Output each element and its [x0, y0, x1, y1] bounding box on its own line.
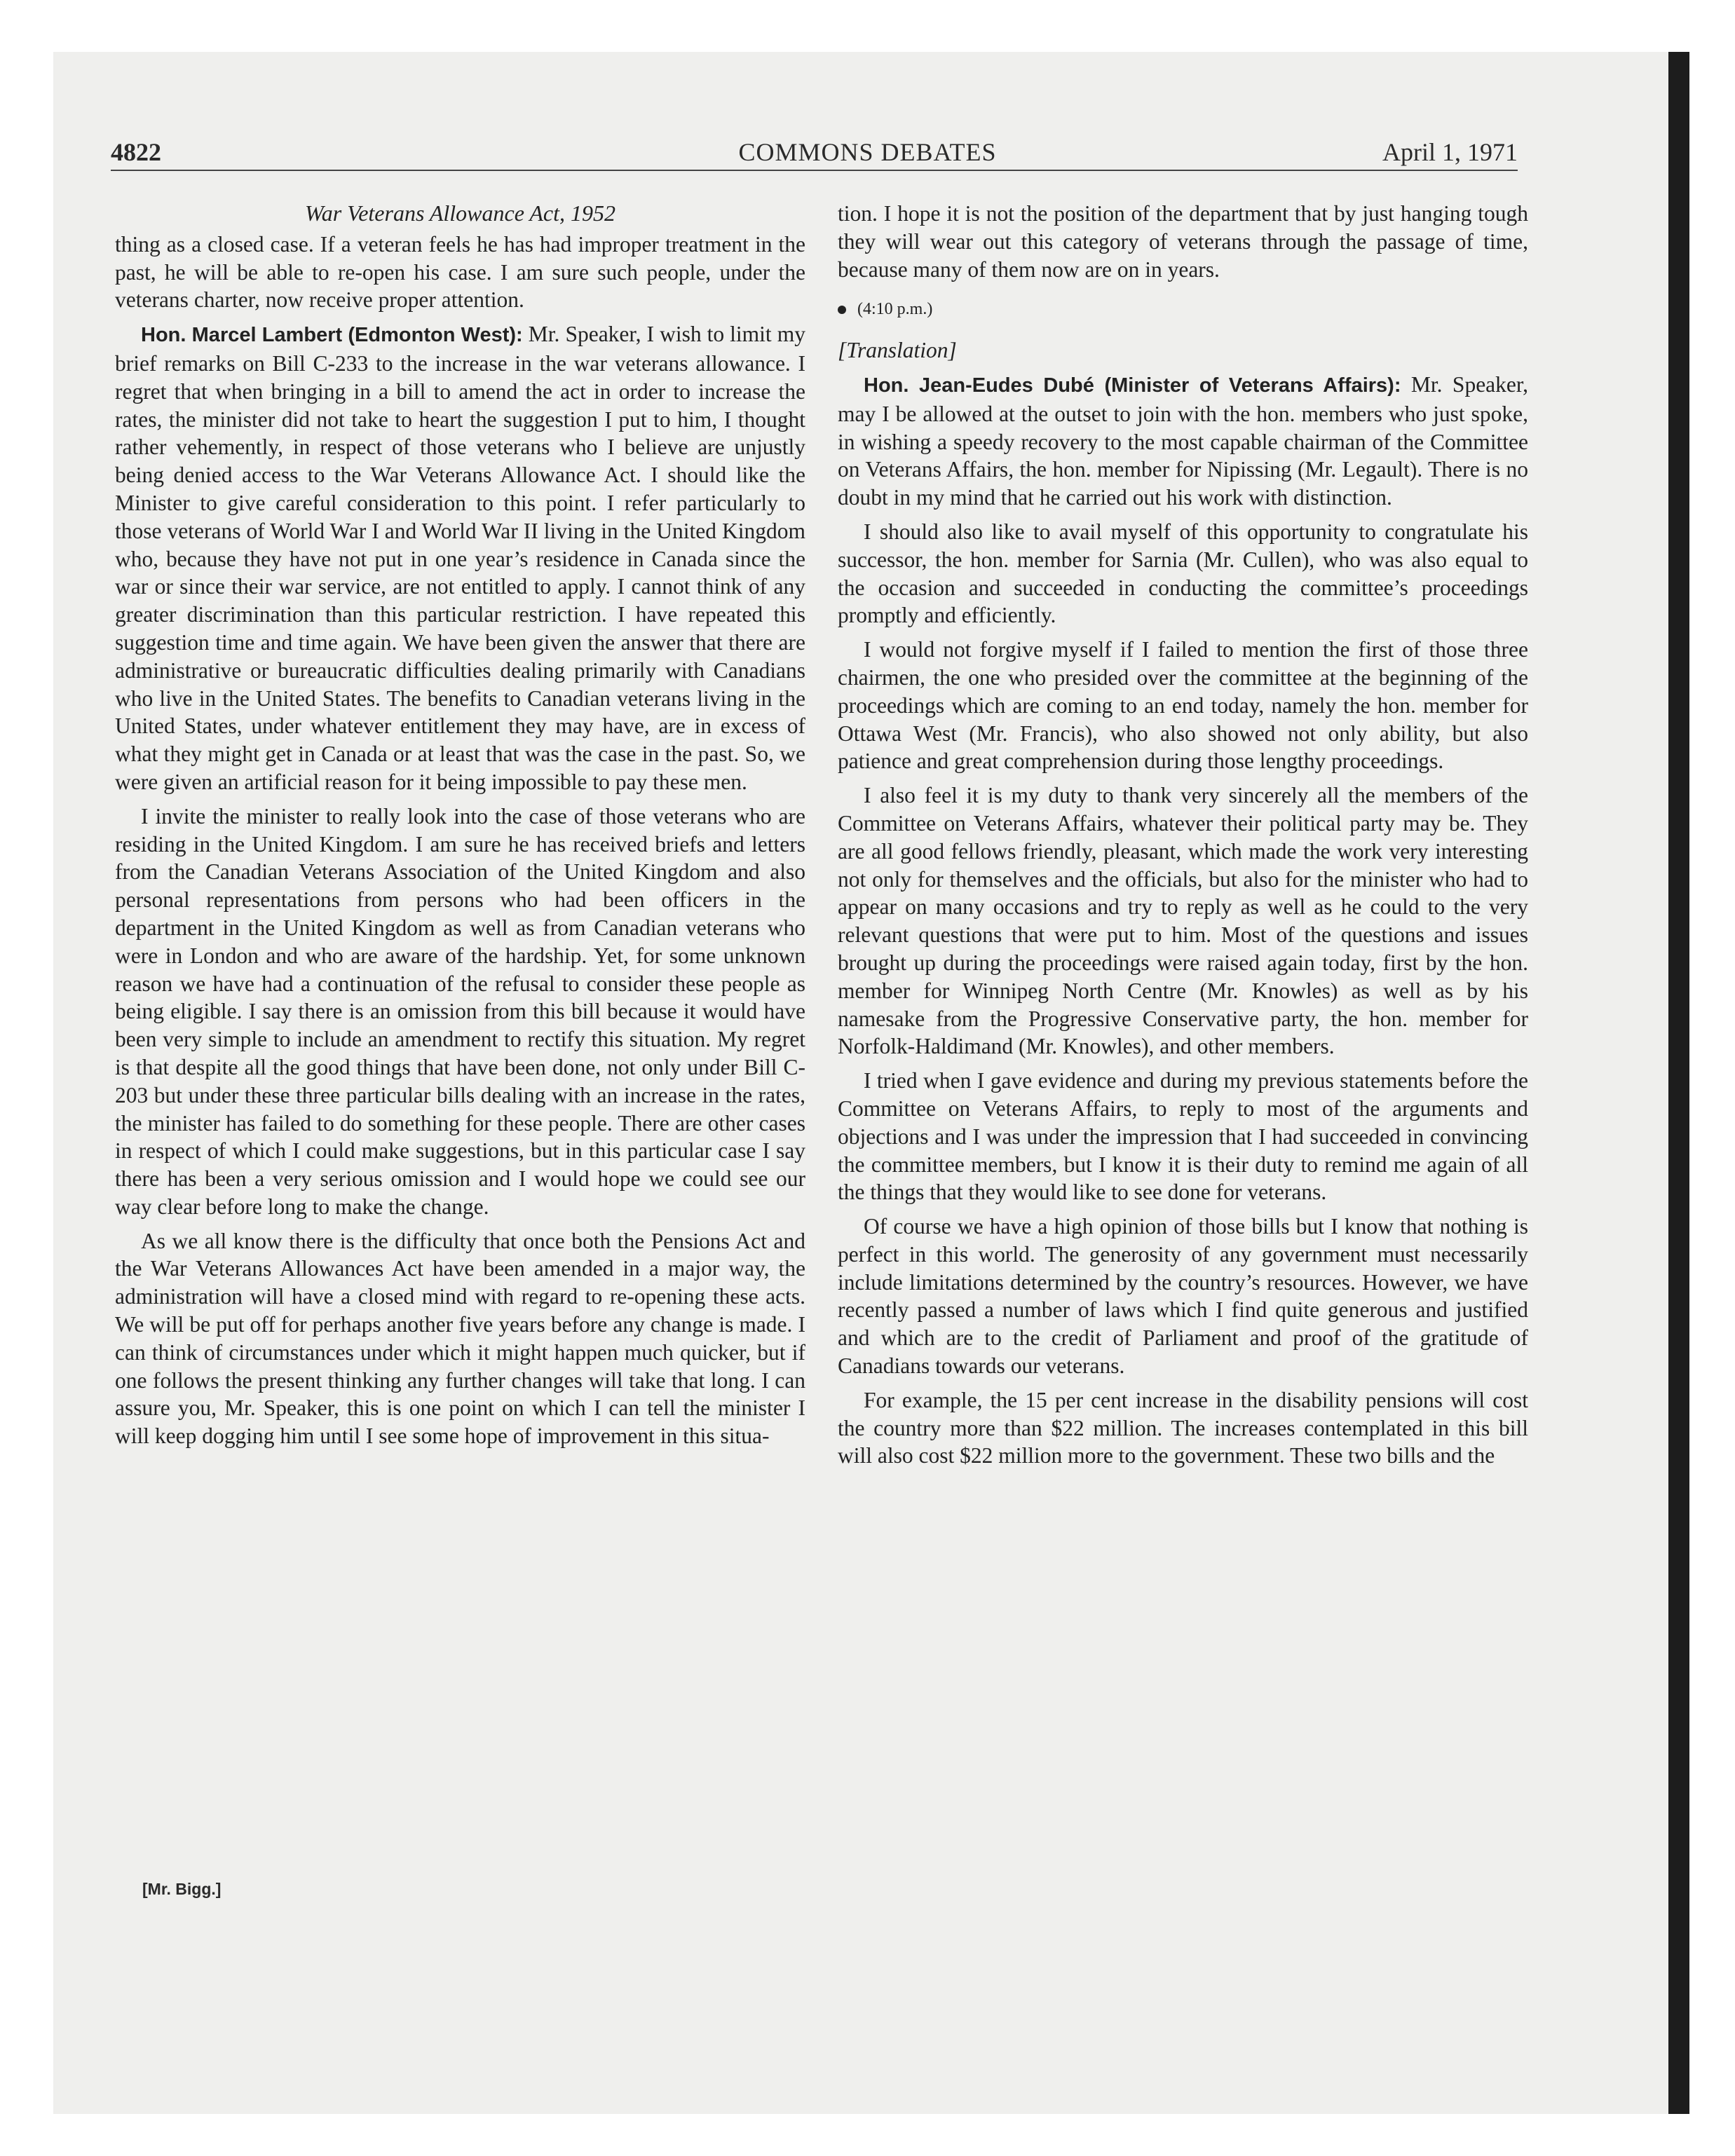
speech-text: Mr. Speaker, may I be allowed at the outset to join with the hon. members who just spoke, in wishing a speedy recovery to the most capable chairman of the Committee on Veterans Affairs, the hon. member for Nipissing (Mr. Legault). There is no doubt in my mind that he carried out his work with distinction. [838, 371, 1529, 510]
paragraph: tion. I hope it is not the position of the department that by just hanging tough they will wear out this category of veterans through the passage of time, because many of them now are on in years. [838, 201, 1528, 282]
bullet-icon [838, 306, 846, 314]
paragraph: I tried when I gave evidence and during my previous statements before the Committee on Veterans Affairs, to reply to most of the arguments and objections and I was under the impression that I had succeeded in convincing the committee members, but I know it is their duty to remind me again of all the things that they would like to see done for veterans. [838, 1068, 1528, 1205]
running-title: War Veterans Allowance Act, 1952 [305, 200, 615, 226]
paragraph: thing as a closed case. If a veteran feels he has had improper treatment in the past, he will be able to re-open his case. I am sure such people, under the veterans charter, now receive proper attention. [115, 231, 805, 313]
paragraph: As we all know there is the difficulty that once both the Pensions Act and the War Veterans Allowances Act have been amended in a major way, the administration will have a closed mind with regard to re-opening these acts. We will be put off for perhaps another five years before any change is made. I can think of circumstances under which it might happen much quicker, but if one follows the present thinking any further changes will take that long. I can assure you, Mr. Speaker, this is one point on which I can tell the minister I will keep dogging him until I see some hope of improvement in this situa- [115, 1228, 805, 1449]
paragraph: I should also like to avail myself of this opportunity to congratulate his successor, the hon. member for Sarnia (Mr. Cullen), who was also equal to the occasion and succeeded in conducting the committee’s proceedings promptly and efficiently. [838, 519, 1528, 628]
speaker-name: Hon. Marcel Lambert (Edmonton West): [141, 324, 523, 347]
translation-label: [Translation] [838, 338, 957, 363]
paragraph: I invite the minister to really look into the case of those veterans who are residing in the United Kingdom. I am sure he has received briefs and letters from the Canadian Veterans Association of the United Kingdom and also personal representations from persons who had been officers in the department in the United Kingdom as well as from Canadian veterans who were in London and who are aware of the hardship. Yet, for some unknown reason we have had a continuation of the refusal to consider these people as being eligible. I say there is an omission from this bill because it would have been very simple to include an amendment to rectify this situation. My regret is that despite all the good things that have been done, not only under Bill C-203 but under these three particular bills dealing with an increase in the rates, the minister has failed to do something for these people. There are other cases in respect of which I could make suggestions, but in this particular case I say there has been a very serious omission and I would hope we could see our way clear before long to make the change. [115, 803, 805, 1219]
publication-date: April 1, 1971 [1382, 138, 1518, 166]
header-rule [111, 170, 1518, 171]
speech-paragraph [838, 371, 1528, 512]
paragraph: I also feel it is my duty to thank very sincerely all the members of the Committee on Veterans Affairs, whatever their political party may be. They are all good fellows friendly, pleasant, which made the work very interesting not only for themselves and the officials, but also for the minister who had to appear on many occasions and try to reply as well as he could to the very relevant questions that were put to him. Most of the questions and issues brought up during the proceedings were raised again today, first by the hon. member for Winnipeg North Centre (Mr. Knowles) as well as by his namesake from the Progressive Conservative party, the hon. member for Norfolk-Haldimand (Mr. Knowles), and other members. [838, 783, 1528, 1059]
paragraph: I would not forgive myself if I failed to mention the first of those three chairmen, the one who presided over the committee at the beginning of the proceedings which are coming to an end today, namely the hon. member for Ottawa West (Mr. Francis), who also showed not only ability, but also patience and great comprehension during those lengthy proceedings. [838, 637, 1528, 774]
timestamp [838, 296, 1528, 324]
speech-text: Mr. Speaker, I wish to limit my brief remarks on Bill C-233 to the increase in the war veterans allowance. I regret that when bringing in a bill to amend the act in order to increase the rates, the minister did not take to heart the suggestion I put to him, I thought rather vehemently, in respect of those veterans who I believe are unjustly being denied access to the War Veterans Allowance Act. I should like the Minister to give careful consideration to this point. I refer particularly to those veterans of World War I and World War II living in the United Kingdom who, because they have not put in one year’s residence in Canada since the war or since their war service, are not entitled to apply. I cannot think of any greater discrimination than this particular restriction. I have repeated this suggestion time and time again. We have been given the answer that there are administrative or bureaucratic difficulties dealing primarily with Canadians who live in the United States. The benefits to Canadian veterans living in the United States, under whatever entitlement they may have, are in excess of what they might get in Canada or at least that was the case in the past. So, we were given an artificial reason for it being impossible to pay these men. [115, 322, 805, 794]
paragraph: Of course we have a high opinion of those bills but I know that nothing is perfect in this world. The generosity of any government must necessarily include limitations determined by the country’s resources. However, we have recently passed a number of laws which I find quite generous and justified and which are to the credit of Parliament and proof of the gratitude of Canadians towards our veterans. [838, 1214, 1528, 1379]
timestamp-text: (4:10 p.m.) [857, 300, 933, 319]
right-column [838, 200, 1528, 1470]
publication-title: COMMONS DEBATES [738, 138, 997, 166]
footer-attribution: [Mr. Bigg.] [142, 1880, 222, 1898]
speaker-name: Hon. Jean-Eudes Dubé (Minister of Veterans Affairs): [864, 374, 1401, 397]
left-column [115, 200, 805, 1450]
speech-paragraph [115, 320, 805, 796]
page-number: 4822 [111, 138, 161, 166]
paragraph: For example, the 15 per cent increase in the disability pensions will cost the country more than $22 million. The increases contemplated in this bill will also cost $22 million more to the government. These two bills and the [838, 1387, 1528, 1468]
scan-edge-bar [1668, 52, 1689, 2114]
